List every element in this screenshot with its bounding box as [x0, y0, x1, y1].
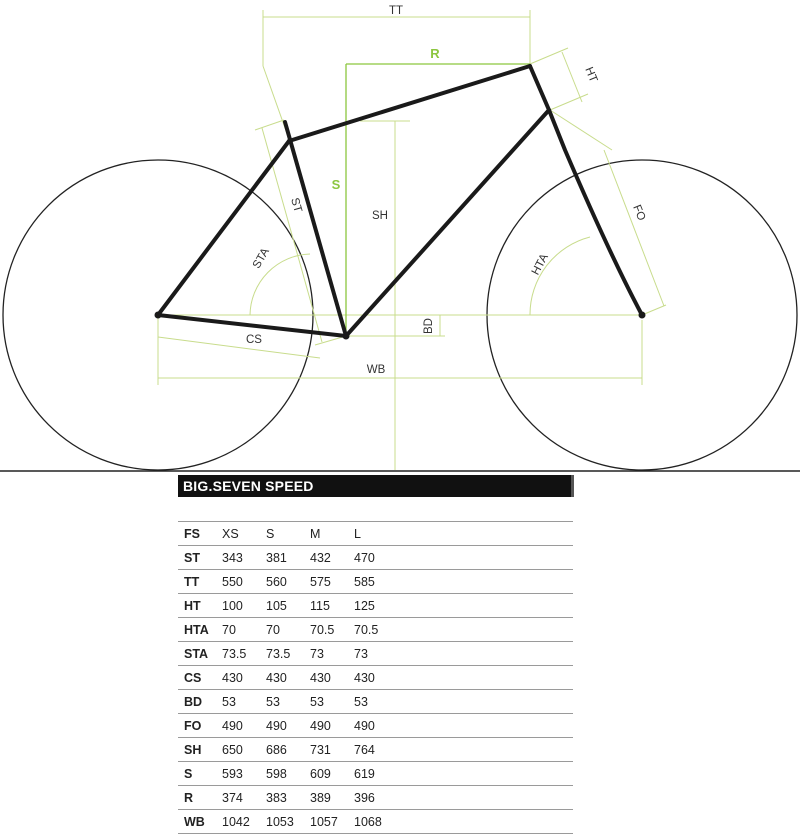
front-axle — [639, 312, 646, 319]
seat-tube — [285, 122, 346, 336]
down-tube — [346, 110, 549, 336]
table-cell: 470 — [354, 546, 573, 570]
table-row — [178, 714, 573, 738]
table-cell: 73 — [310, 642, 354, 666]
table-row — [178, 546, 573, 570]
geometry-table — [178, 521, 573, 834]
geometry-table-title-bar — [178, 475, 574, 497]
label-hta: HTA — [529, 251, 551, 278]
row-key: STA — [178, 642, 222, 666]
size-header: S — [266, 522, 310, 546]
table-cell: 73 — [354, 642, 573, 666]
label-cs: CS — [246, 334, 262, 346]
table-cell: 490 — [222, 714, 266, 738]
table-cell: 125 — [354, 594, 573, 618]
table-row — [178, 618, 573, 642]
table-cell: 490 — [354, 714, 573, 738]
table-cell: 70.5 — [310, 618, 354, 642]
row-key: TT — [178, 570, 222, 594]
table-cell: 432 — [310, 546, 354, 570]
table-row — [178, 786, 573, 810]
table-cell: 490 — [266, 714, 310, 738]
table-cell: 593 — [222, 762, 266, 786]
top-tube — [289, 66, 530, 141]
table-cell: 70.5 — [354, 618, 573, 642]
table-cell: 430 — [222, 666, 266, 690]
reach-stack-lines — [346, 64, 530, 336]
table-cell: 53 — [354, 690, 573, 714]
row-key: ST — [178, 546, 222, 570]
label-r: R — [430, 46, 440, 61]
head-tube — [530, 66, 549, 110]
table-cell: 381 — [266, 546, 310, 570]
table-cell: 609 — [310, 762, 354, 786]
size-header: XS — [222, 522, 266, 546]
label-wb: WB — [366, 364, 386, 376]
table-row — [178, 810, 573, 834]
table-cell: 73.5 — [222, 642, 266, 666]
table-header-row — [178, 522, 573, 546]
table-cell: 100 — [222, 594, 266, 618]
size-header: L — [354, 522, 573, 546]
label-sh: SH — [372, 210, 388, 222]
table-cell: 430 — [310, 666, 354, 690]
row-key: S — [178, 762, 222, 786]
table-cell: 585 — [354, 570, 573, 594]
row-key: WB — [178, 810, 222, 834]
table-cell: 73.5 — [266, 642, 310, 666]
label-fo: FO — [630, 203, 648, 223]
table-cell: 374 — [222, 786, 266, 810]
row-key: SH — [178, 738, 222, 762]
table-cell: 490 — [310, 714, 354, 738]
table-cell: 396 — [354, 786, 573, 810]
label-ht: HT — [582, 65, 600, 85]
table-cell: 619 — [354, 762, 573, 786]
table-cell: 550 — [222, 570, 266, 594]
table-row — [178, 570, 573, 594]
row-key: CS — [178, 666, 222, 690]
label-s: S — [331, 177, 341, 192]
table-cell: 1053 — [266, 810, 310, 834]
table-cell: 343 — [222, 546, 266, 570]
table-cell: 70 — [266, 618, 310, 642]
header-key: FS — [178, 522, 222, 546]
label-bd: BD — [423, 318, 435, 334]
seat-stay — [158, 141, 289, 315]
table-row — [178, 690, 573, 714]
table-cell: 1042 — [222, 810, 266, 834]
row-key: HTA — [178, 618, 222, 642]
table-cell: 731 — [310, 738, 354, 762]
geometry-table-title: BIG.SEVEN SPEED — [183, 478, 314, 494]
size-header: M — [310, 522, 354, 546]
table-cell: 115 — [310, 594, 354, 618]
table-cell: 383 — [266, 786, 310, 810]
table-cell: 430 — [266, 666, 310, 690]
bottom-bracket — [343, 333, 350, 340]
table-cell: 1068 — [354, 810, 573, 834]
label-tt: TT — [388, 5, 404, 17]
table-cell: 53 — [222, 690, 266, 714]
table-cell: 53 — [266, 690, 310, 714]
table-cell: 1057 — [310, 810, 354, 834]
table-cell: 389 — [310, 786, 354, 810]
table-cell: 650 — [222, 738, 266, 762]
label-sta: STA — [250, 246, 272, 271]
rear-axle — [155, 312, 162, 319]
table-cell: 686 — [266, 738, 310, 762]
table-cell: 430 — [354, 666, 573, 690]
row-key: FO — [178, 714, 222, 738]
table-cell: 764 — [354, 738, 573, 762]
table-cell: 105 — [266, 594, 310, 618]
table-cell: 53 — [310, 690, 354, 714]
table-cell: 575 — [310, 570, 354, 594]
row-key: R — [178, 786, 222, 810]
table-cell: 560 — [266, 570, 310, 594]
label-st: ST — [288, 196, 304, 214]
table-row — [178, 594, 573, 618]
row-key: HT — [178, 594, 222, 618]
table-row — [178, 762, 573, 786]
table-cell: 70 — [222, 618, 266, 642]
table-cell: 598 — [266, 762, 310, 786]
table-row — [178, 666, 573, 690]
table-row — [178, 642, 573, 666]
bike-frame — [158, 66, 642, 336]
table-row — [178, 738, 573, 762]
row-key: BD — [178, 690, 222, 714]
